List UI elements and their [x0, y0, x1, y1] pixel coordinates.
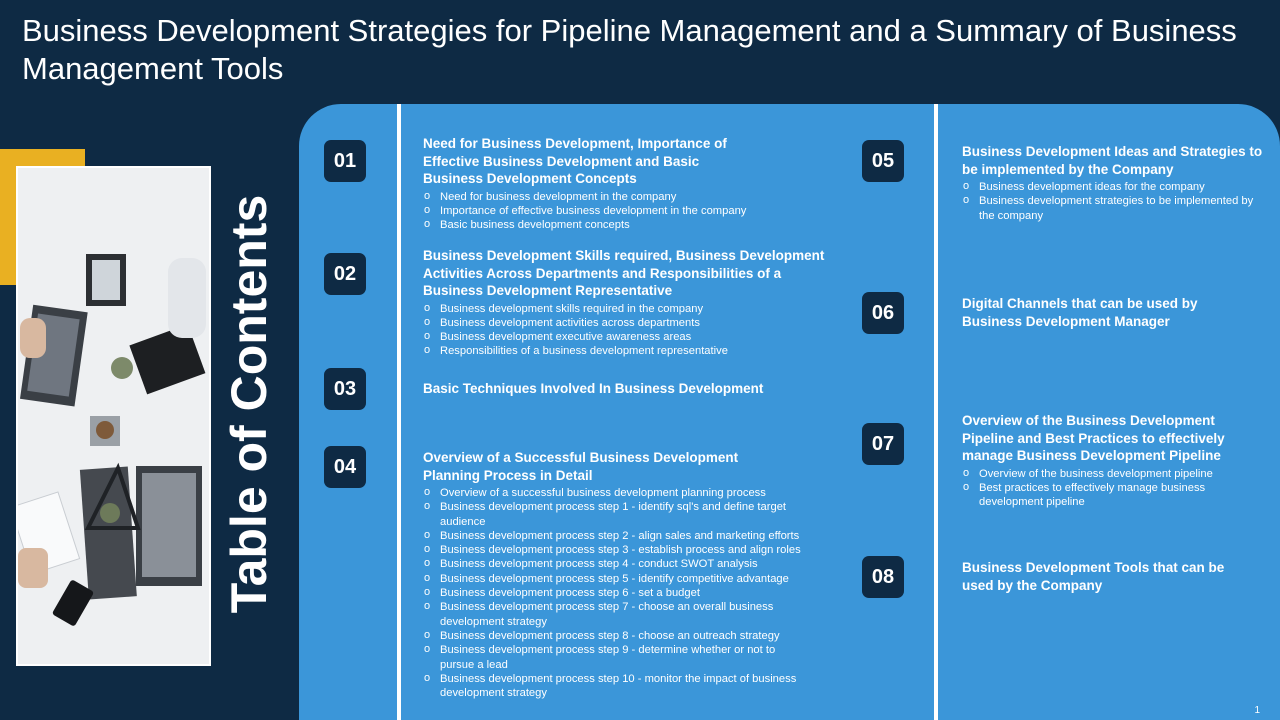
section-04	[423, 449, 838, 700]
divider-line-right	[934, 104, 938, 720]
desk-illustration	[18, 168, 209, 664]
bullet-item: o Business development activities across departments	[423, 316, 843, 330]
section-02	[423, 247, 843, 359]
section-08	[962, 559, 1252, 594]
bullet-item: o Business development process step 5 - identify competitive advantage	[423, 572, 838, 586]
section-06	[962, 295, 1242, 330]
bullet-item: o Business development process step 1 - identify sql's and define target audience	[423, 500, 800, 529]
bullet-item: o Business development executive awareness areas	[423, 330, 843, 344]
bullet-item: o Business development process step 3 - establish process and align roles	[423, 543, 838, 557]
bullet-item: o Business development skills required in the company	[423, 302, 843, 316]
bullet-item: o Need for business development in the company	[423, 190, 753, 204]
bullet-item: o Business development process step 10 - monitor the impact of business development strategy	[423, 672, 835, 701]
section-number-03: 03	[324, 368, 366, 410]
section-heading: Need for Business Development, Importance of Effective Business Development and Basic Business Development Concepts	[423, 136, 727, 186]
bullet-item: o Business development ideas for the company	[962, 180, 1272, 194]
section-heading: Digital Channels that can be used by Business Development Manager	[962, 296, 1198, 329]
bullet-item: o Business development process step 6 - set a budget	[423, 586, 838, 600]
section-heading: Business Development Tools that can be used by the Company	[962, 560, 1225, 593]
bullet-item: o Business development process step 9 - determine whether or not to pursue a lead	[423, 643, 810, 672]
section-number-05: 05	[862, 140, 904, 182]
bullet-item: o Responsibilities of a business development representative	[423, 344, 843, 358]
bullet-item: o Overview of the business development pipeline	[962, 467, 1262, 481]
bullet-item: o Business development process step 8 - choose an outreach strategy	[423, 629, 838, 643]
section-03	[423, 380, 843, 398]
section-number-07: 07	[862, 423, 904, 465]
bullet-item: o Best practices to effectively manage business development pipeline	[962, 481, 1249, 510]
section-07	[962, 412, 1262, 509]
section-heading: Overview of a Successful Business Development Planning Process in Detail	[423, 450, 739, 483]
bullet-item: o Business development process step 4 - conduct SWOT analysis	[423, 557, 838, 571]
bullet-item: o Business development strategies to be implemented by the company	[962, 194, 1269, 223]
office-desk-photo	[16, 166, 211, 666]
bullet-item: o Business development process step 2 - align sales and marketing efforts	[423, 529, 838, 543]
section-01	[423, 135, 753, 232]
bullet-item: o Basic business development concepts	[423, 218, 753, 232]
section-number-04: 04	[324, 446, 366, 488]
bullet-item: o Importance of effective business development in the company	[423, 204, 753, 218]
slide-title: Business Development Strategies for Pipeline Management and a Summary of Business Management Tools	[22, 13, 1237, 86]
bullet-item: o Business development process step 7 - choose an overall business development strategy	[423, 600, 810, 629]
section-bullets	[423, 486, 838, 700]
section-heading: Basic Techniques Involved In Business Development	[423, 381, 764, 396]
section-heading: Overview of the Business Development Pipeline and Best Practices to effectively manage Business Development Pipeline	[962, 413, 1225, 463]
section-number-02: 02	[324, 253, 366, 295]
section-bullets	[423, 302, 843, 359]
section-heading: Business Development Ideas and Strategies to be implemented by the Company	[962, 144, 1263, 177]
bullet-item: o Overview of a successful business development planning process	[423, 486, 838, 500]
section-number-08: 08	[862, 556, 904, 598]
divider-line-left	[397, 104, 401, 720]
section-number-01: 01	[324, 140, 366, 182]
section-number-06: 06	[862, 292, 904, 334]
section-heading: Business Development Skills required, Business Development Activities Across Departments and Responsibilities of a Business Development Representative	[423, 248, 825, 298]
section-bullets	[962, 180, 1272, 223]
section-05	[962, 143, 1272, 223]
page-number: 1	[1254, 705, 1260, 716]
section-bullets	[962, 467, 1262, 510]
table-of-contents-title: Table of Contents	[221, 194, 277, 614]
section-bullets	[423, 190, 753, 233]
